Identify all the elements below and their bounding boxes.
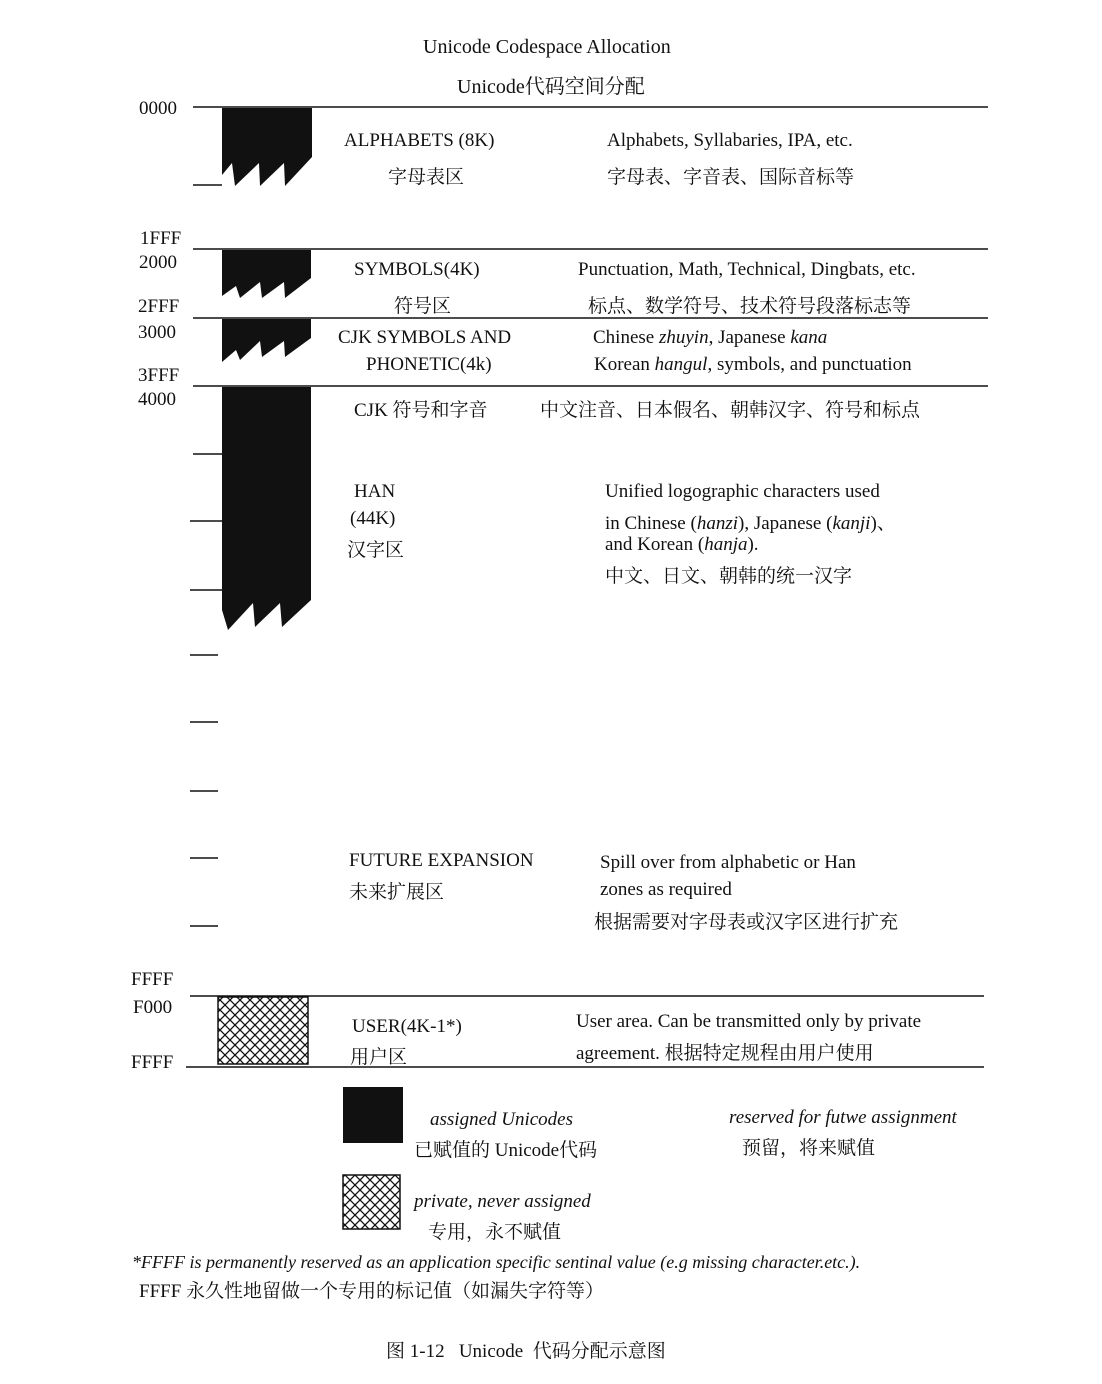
zone-alphabets-name: ALPHABETS (8K) xyxy=(344,130,495,151)
han-block xyxy=(222,387,311,630)
footnote-en: *FFFF is permanently reserved as an application specific sentinal value (e.g missing character.etc.). xyxy=(132,1252,861,1272)
zone-han-desc-line1: Unified logographic characters used xyxy=(605,481,880,502)
figure-caption: 图 1-12 Unicode 代码分配示意图 xyxy=(386,1341,666,1362)
addr-0000: 0000 xyxy=(139,98,177,119)
legend-reserved-zh: 预留，将来赋值 xyxy=(742,1138,876,1159)
zone-future-desc-line2: zones as required xyxy=(600,879,732,900)
zone-future-name-zh: 未来扩展区 xyxy=(349,882,445,903)
legend-private-swatch xyxy=(343,1175,400,1229)
zone-alphabets-name-zh: 字母表区 xyxy=(388,167,465,188)
legend-assigned-en: assigned Unicodes xyxy=(430,1109,574,1130)
title-en: Unicode Codespace Allocation xyxy=(423,36,671,58)
zone-symbols-desc: Punctuation, Math, Technical, Dingbats, etc. xyxy=(578,259,916,280)
addr-ffff-top: FFFF xyxy=(131,969,174,990)
addr-3fff: 3FFF xyxy=(138,365,180,386)
zone-future-desc-line1: Spill over from alphabetic or Han xyxy=(600,852,856,873)
zone-symbols-name-zh: 符号区 xyxy=(394,296,452,317)
zone-alphabets-desc: Alphabets, Syllabaries, IPA, etc. xyxy=(607,130,853,151)
zone-future-name: FUTURE EXPANSION xyxy=(349,850,534,871)
addr-1fff: 1FFF xyxy=(140,228,182,249)
user-block xyxy=(218,997,308,1064)
zone-user-desc-line2: agreement. 根据特定规程由用户使用 xyxy=(576,1043,874,1064)
zone-han-name-zh: 汉字区 xyxy=(347,540,405,561)
legend-assigned-zh: 已赋值的 Unicode代码 xyxy=(414,1140,598,1161)
legend-assigned-swatch xyxy=(343,1087,403,1143)
legend-reserved-en: reserved for futwe assignment xyxy=(729,1107,957,1128)
zone-user-desc-line1: User area. Can be transmitted only by private xyxy=(576,1011,922,1032)
legend-private-zh: 专用，永不赋值 xyxy=(428,1222,562,1243)
zone-symbols-name: SYMBOLS(4K) xyxy=(354,259,480,280)
alphabets-block xyxy=(222,108,312,186)
zone-cjk-desc-zh: 中文注音、日本假名、朝韩汉字、符号和标点 xyxy=(540,400,921,421)
footnote-zh: FFFF 永久性地留做一个专用的标记值（如漏失字符等） xyxy=(139,1281,605,1302)
zone-han-desc-line2: in Chinese (hanzi), Japanese (kanji)、 xyxy=(605,513,896,534)
zone-symbols-desc-zh: 标点、数学符号、技术符号段落标志等 xyxy=(588,296,912,317)
zone-han-desc-zh: 中文、日文、朝韩的统一汉字 xyxy=(605,566,853,587)
zone-han-desc-line3: and Korean (hanja). xyxy=(605,534,759,555)
zone-user-name: USER(4K-1*) xyxy=(352,1016,462,1037)
zone-han-name: HAN xyxy=(354,481,396,502)
zone-cjk-name-zh: CJK 符号和字音 xyxy=(354,400,488,421)
zone-user-name-zh: 用户区 xyxy=(350,1047,408,1068)
zone-cjk-name-line2: PHONETIC(4k) xyxy=(366,354,492,375)
symbols-block xyxy=(222,250,311,298)
addr-4000: 4000 xyxy=(138,389,176,410)
addr-3000: 3000 xyxy=(138,322,176,343)
legend-private-en: private, never assigned xyxy=(414,1191,591,1212)
zone-alphabets-desc-zh: 字母表、字音表、国际音标等 xyxy=(607,167,855,188)
zone-future-desc-zh: 根据需要对字母表或汉字区进行扩充 xyxy=(594,912,899,933)
addr-ffff-bottom: FFFF xyxy=(131,1052,174,1073)
title-zh: Unicode代码空间分配 xyxy=(457,76,645,98)
addr-2fff: 2FFF xyxy=(138,296,180,317)
zone-cjk-desc-line2: Korean hangul, symbols, and punctuation xyxy=(594,354,912,375)
addr-f000: F000 xyxy=(133,997,173,1018)
addr-2000: 2000 xyxy=(139,252,177,273)
zone-cjk-desc-line1: Chinese zhuyin, Japanese kana xyxy=(593,327,828,348)
cjk-block xyxy=(222,319,311,362)
zone-han-size: (44K) xyxy=(350,508,396,529)
zone-cjk-name-line1: CJK SYMBOLS AND xyxy=(338,327,512,348)
